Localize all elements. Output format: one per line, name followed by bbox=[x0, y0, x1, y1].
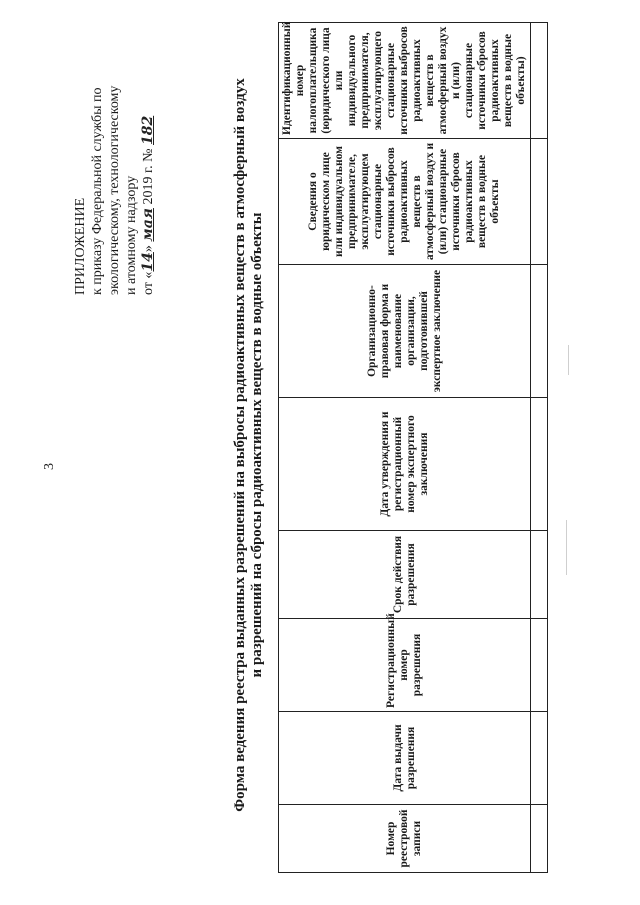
table-cell bbox=[531, 619, 548, 712]
header-operator-info: Сведения о юридическом лице или индивидуальном предпринимателе, эксплуатирующем стационарные источники выбросов радиоактивных веществ в атмосферный воздух и (или) стационарные источники сбросов радиоактивных веществ в водные объекты bbox=[279, 139, 531, 265]
header-permit-number: Регистрационный номер разрешения bbox=[279, 619, 531, 712]
table-cell bbox=[531, 139, 548, 265]
appendix-date-line bbox=[140, 25, 157, 295]
table-row bbox=[531, 23, 548, 873]
form-title bbox=[232, 55, 266, 835]
header-row bbox=[279, 23, 531, 873]
handwritten-number: 182 bbox=[140, 115, 156, 146]
date-mid: » bbox=[141, 241, 156, 253]
header-expert-organization: Организационно-правовая форма и наименование организации, подготовившей экспертное заключение bbox=[279, 265, 531, 398]
table-cell bbox=[531, 398, 548, 531]
appendix-block bbox=[72, 25, 157, 295]
date-prefix: от « bbox=[141, 271, 156, 295]
form-title-line-2: и разрешений на сбросы радиоактивных веществ в водные объекты bbox=[249, 212, 265, 678]
handwritten-day: 14 bbox=[140, 252, 156, 272]
table-cell bbox=[531, 805, 548, 873]
registry-table bbox=[278, 22, 548, 873]
year: 2019 bbox=[141, 176, 156, 205]
appendix-heading: ПРИЛОЖЕНИЕ bbox=[73, 197, 88, 295]
table-cell bbox=[531, 712, 548, 805]
table-cell bbox=[531, 265, 548, 398]
header-expert-conclusion: Дата утверждения и регистрационный номер экспертного заключения bbox=[279, 398, 531, 531]
header-issue-date: Дата выдачи разрешения bbox=[279, 712, 531, 805]
header-validity-period: Срок действия разрешения bbox=[279, 531, 531, 619]
table-cell bbox=[531, 531, 548, 619]
page-number: 3 bbox=[42, 463, 57, 470]
header-registry-number: Номер реестровой записи bbox=[279, 805, 531, 873]
appendix-line: экологическому, технологическому bbox=[107, 85, 122, 295]
appendix-line: к приказу Федеральной службы по bbox=[90, 87, 105, 295]
handwritten-month: мая bbox=[140, 208, 156, 242]
number-prefix: г. № bbox=[141, 145, 156, 174]
appendix-line: и атомному надзору bbox=[124, 175, 139, 295]
table-cell bbox=[531, 23, 548, 139]
header-taxpayer-id: Идентификационный номер налогоплательщика (юридического лица или индивидуального предпринимателя, эксплуатирующего стационарные источники выбросов радиоактивных веществ в атмосферный воздух и (или) стационарные источники сбросов радиоактивных веществ в водные объекты) bbox=[279, 23, 531, 139]
form-title-line-1: Форма ведения реестра выданных разрешений на выбросы радиоактивных веществ в атмосферный воздух bbox=[232, 78, 248, 812]
